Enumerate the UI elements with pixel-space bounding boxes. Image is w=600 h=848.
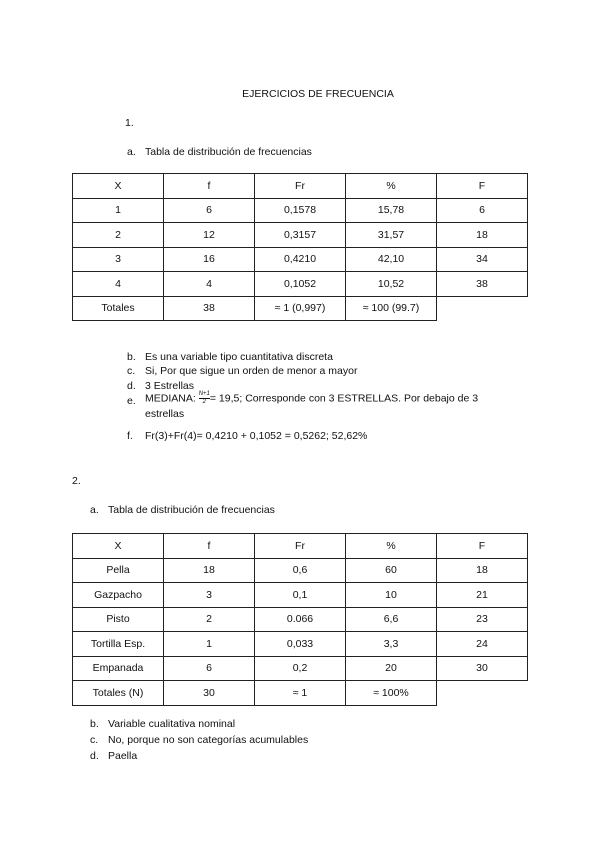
answer-prefix: MEDIANA:: [145, 392, 196, 405]
table-cell: 18: [164, 558, 255, 583]
document-title: EJERCICIOS DE FRECUENCIA: [242, 88, 394, 100]
answer-b: Es una variable tipo cuantitativa discreta: [145, 351, 333, 363]
header-cell: Fr: [255, 534, 346, 559]
table-row: [73, 223, 528, 248]
answer-marker: c.: [127, 365, 136, 377]
table-cell: 6: [437, 198, 528, 223]
table-cell: 4: [73, 272, 164, 297]
table-row: [73, 656, 528, 681]
answer-marker: c.: [90, 734, 99, 746]
table-cell: Empanada: [73, 656, 164, 681]
header-cell: %: [346, 534, 437, 559]
table-cell: 16: [164, 247, 255, 272]
table-cell: Gazpacho: [73, 583, 164, 608]
header-cell: F: [437, 174, 528, 199]
header-cell: X: [73, 174, 164, 199]
totals-cell: Totales: [73, 296, 164, 321]
ex2-a-marker: a.: [90, 504, 99, 516]
header-cell: f: [164, 174, 255, 199]
answer-f: Fr(3)+Fr(4)= 0,4210 + 0,1052 = 0,5262; 52,62%: [145, 430, 368, 442]
table-cell: 0,6: [255, 558, 346, 583]
table-cell: 0,1578: [255, 198, 346, 223]
table-cell: 3: [73, 247, 164, 272]
table-cell: 18: [437, 223, 528, 248]
totals-cell: ≈ 100%: [346, 681, 437, 706]
table-cell: 0,1052: [255, 272, 346, 297]
table-cell: 2: [73, 223, 164, 248]
table-cell: 38: [437, 272, 528, 297]
table-row: [73, 558, 528, 583]
answer-text-continued: estrellas: [145, 408, 185, 420]
table-cell: 10: [346, 583, 437, 608]
table-cell: 21: [437, 583, 528, 608]
answer-marker: f.: [127, 430, 133, 442]
header-cell: f: [164, 534, 255, 559]
empty-cell: [437, 681, 528, 706]
exercise-1-number: 1.: [125, 117, 134, 129]
table-cell: 0,1: [255, 583, 346, 608]
table-row: [73, 272, 528, 297]
table-cell: 0,3157: [255, 223, 346, 248]
table-cell: Pella: [73, 558, 164, 583]
table-cell: 1: [73, 198, 164, 223]
exercise-2-number: 2.: [72, 475, 81, 487]
table-cell: 0,033: [255, 632, 346, 657]
totals-row: [73, 681, 528, 706]
totals-cell: 30: [164, 681, 255, 706]
empty-cell: [437, 296, 528, 321]
table-cell: 4: [164, 272, 255, 297]
table-cell: 30: [437, 656, 528, 681]
totals-cell: ≈ 1 (0,997): [255, 296, 346, 321]
answer-b: Variable cualitativa nominal: [108, 718, 236, 730]
table-cell: 6: [164, 656, 255, 681]
totals-cell: 38: [164, 296, 255, 321]
answer-d: Paella: [108, 750, 138, 762]
table-cell: Pisto: [73, 607, 164, 632]
table-row: [73, 247, 528, 272]
table-cell: 6,6: [346, 607, 437, 632]
table-cell: Tortilla Esp.: [73, 632, 164, 657]
answer-marker: b.: [90, 718, 99, 730]
table-cell: 12: [164, 223, 255, 248]
frequency-table-2: [72, 533, 528, 706]
answer-d: 3 Estrellas: [145, 380, 195, 392]
header-cell: %: [346, 174, 437, 199]
frequency-table-1: [72, 173, 528, 321]
table-cell: 0.066: [255, 607, 346, 632]
table-cell: 31,57: [346, 223, 437, 248]
table-header-row: [73, 174, 528, 199]
table-row: [73, 583, 528, 608]
table-cell: 10,52: [346, 272, 437, 297]
ex1-a-marker: a.: [127, 146, 136, 158]
table-row: [73, 632, 528, 657]
answer-c: Si, Por que sigue un orden de menor a mayor: [145, 365, 358, 377]
table-cell: 24: [437, 632, 528, 657]
table-row: [73, 198, 528, 223]
table-cell: 3: [164, 583, 255, 608]
table-cell: 42,10: [346, 247, 437, 272]
table-cell: 18: [437, 558, 528, 583]
fraction-numerator: N+1: [198, 391, 210, 397]
fraction-denominator: 2: [202, 399, 206, 405]
table-row: [73, 607, 528, 632]
table-cell: 0,2: [255, 656, 346, 681]
answer-marker: b.: [127, 351, 136, 363]
totals-row: [73, 296, 528, 321]
table-cell: 23: [437, 607, 528, 632]
table-cell: 0,4210: [255, 247, 346, 272]
table-cell: 3,3: [346, 632, 437, 657]
totals-cell: Totales (N): [73, 681, 164, 706]
ex1-a-text: Tabla de distribución de frecuencias: [145, 146, 312, 158]
answer-c: No, porque no son categorías acumulables: [108, 734, 309, 746]
table-header-row: [73, 534, 528, 559]
table-cell: 20: [346, 656, 437, 681]
answer-text: = 19,5; Corresponde con 3 ESTRELLAS. Por debajo de 3: [209, 392, 479, 405]
fraction: [199, 391, 210, 406]
table-cell: 34: [437, 247, 528, 272]
table-cell: 2: [164, 607, 255, 632]
header-cell: X: [73, 534, 164, 559]
table-cell: 15,78: [346, 198, 437, 223]
ex2-a-text: Tabla de distribución de frecuencias: [108, 504, 275, 516]
header-cell: F: [437, 534, 528, 559]
totals-cell: ≈ 1: [255, 681, 346, 706]
table-cell: 1: [164, 632, 255, 657]
header-cell: Fr: [255, 174, 346, 199]
totals-cell: ≈ 100 (99.7): [346, 296, 437, 321]
answer-e: [145, 391, 478, 406]
answer-marker: d.: [127, 380, 136, 392]
table-cell: 60: [346, 558, 437, 583]
answer-marker: d.: [90, 750, 99, 762]
answer-marker: e.: [127, 395, 136, 407]
table-cell: 6: [164, 198, 255, 223]
